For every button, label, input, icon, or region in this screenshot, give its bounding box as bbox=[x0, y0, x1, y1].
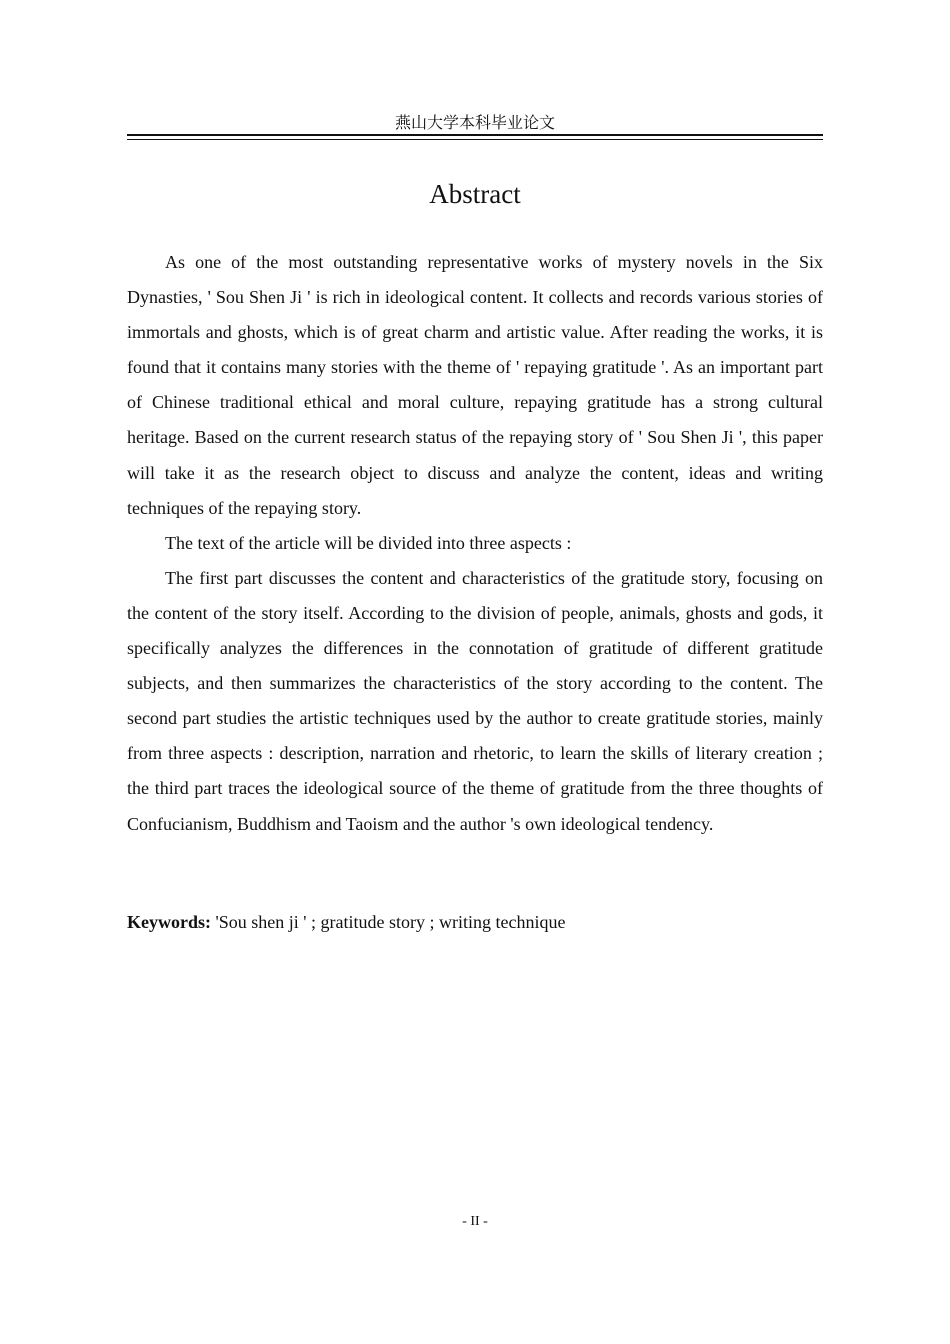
header-rule-thick bbox=[127, 134, 823, 136]
abstract-body bbox=[127, 245, 823, 842]
abstract-paragraph-3: The first part discusses the content and characteristics of the gratitude story, focusing on the content of the story itself. According to the division of people, animals, ghosts and gods, it specifically analyzes the differences in the connotation of gratitude of different gratitude subjects, and then summarizes the characteristics of the story according to the content. The second part studies the artistic techniques used by the author to create gratitude stories, mainly from three aspects : description, narration and rhetoric, to learn the skills of literary creation ; the third part traces the ideological source of the theme of gratitude from the three thoughts of Confucianism, Buddhism and Taoism and the author 's own ideological tendency. bbox=[127, 567, 823, 834]
keywords-label: Keywords: bbox=[127, 912, 211, 932]
header-rule-thin bbox=[127, 139, 823, 140]
abstract-paragraph-2: The text of the article will be divided into three aspects : bbox=[165, 532, 572, 553]
page-number: - II - bbox=[462, 1214, 488, 1229]
abstract-paragraph-1: As one of the most outstanding representative works of mystery novels in the Six Dynasties, ' Sou Shen Ji ' is rich in ideological content. It collects and records various stories of immortals and ghosts, which is of great charm and artistic value. After reading the works, it is found that it contains many stories with the theme of ' repaying gratitude '. As an important part of Chinese traditional ethical and moral culture, repaying gratitude has a strong cultural heritage. Based on the current research status of the repaying story of ' Sou Shen Ji ', this paper will take it as the research object to discuss and analyze the content, ideas and writing techniques of the repaying story. bbox=[127, 252, 823, 518]
running-header: 燕山大学本科毕业论文 bbox=[394, 113, 555, 132]
abstract-heading: Abstract bbox=[429, 179, 521, 209]
keywords-text: 'Sou shen ji ' ; gratitude story ; writing technique bbox=[211, 912, 566, 932]
keywords-line bbox=[127, 905, 823, 940]
